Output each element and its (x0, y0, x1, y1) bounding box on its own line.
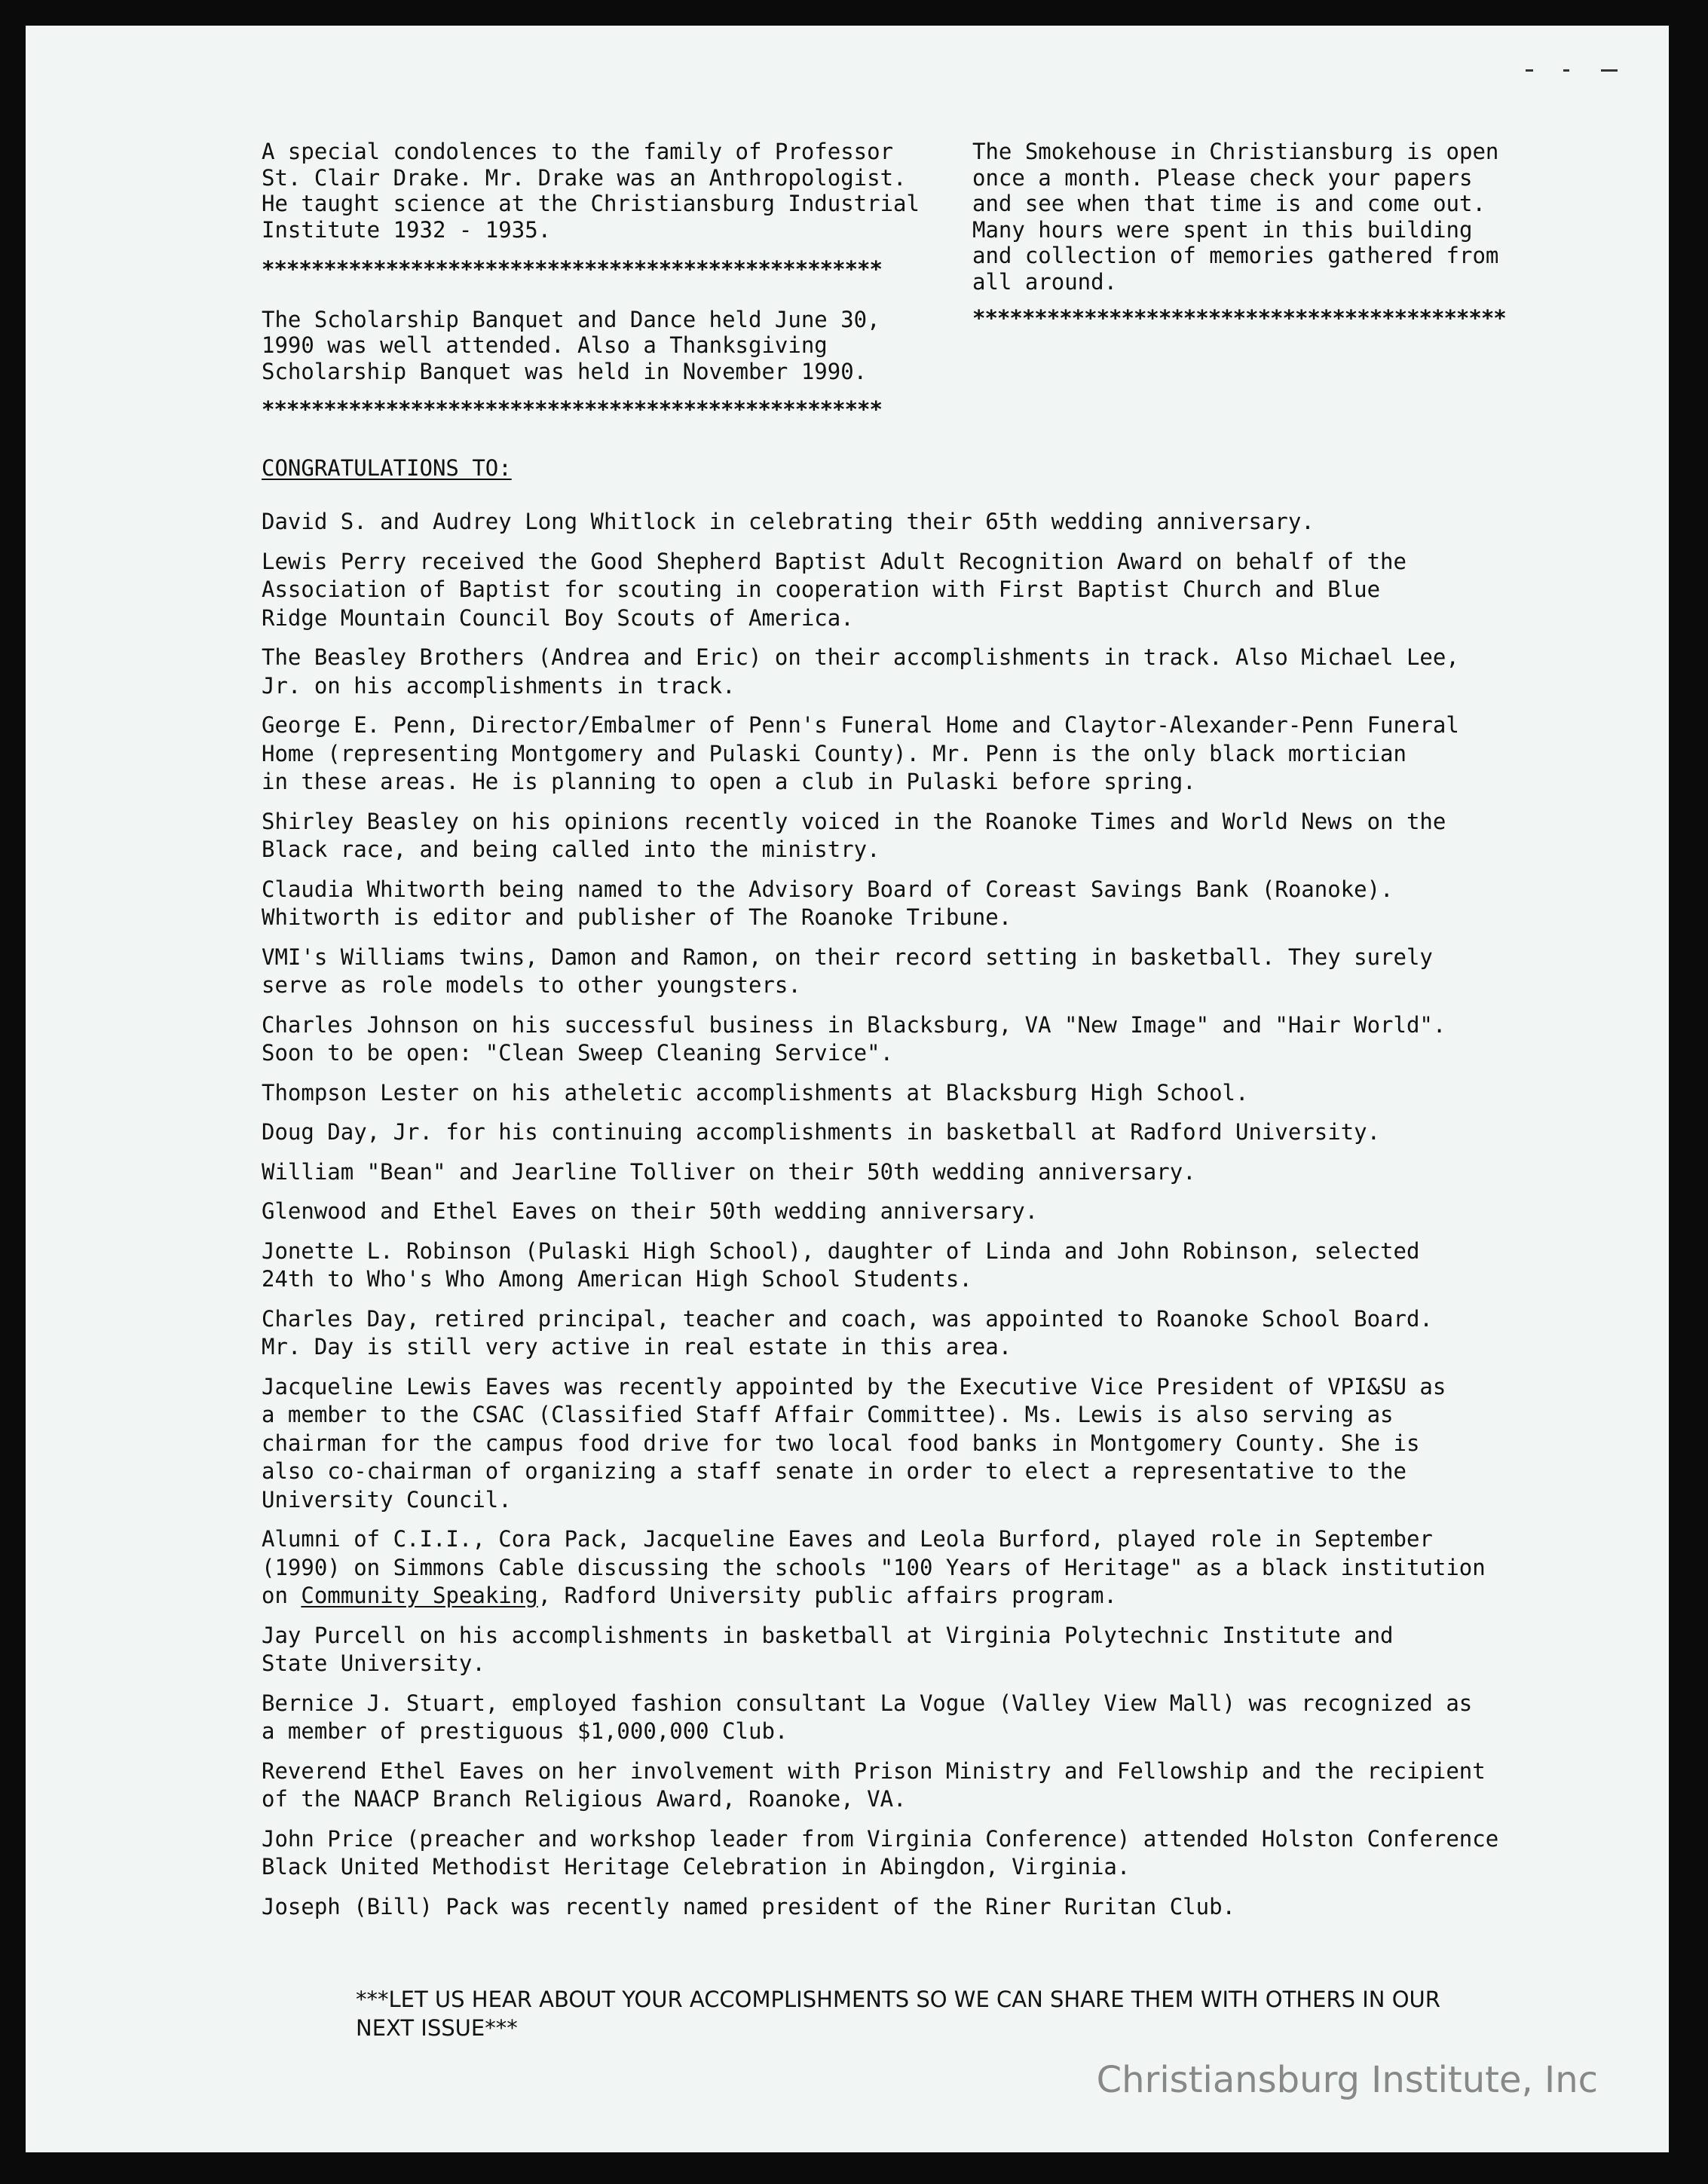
document-page (26, 26, 1669, 2152)
congratulations-list (262, 508, 1558, 1932)
list-item: Charles Day, retired principal, teacher and coach, was appointed to Roanoke School Board. Mr. Day is still very active in real estate in this area. (262, 1305, 1433, 1360)
mark (1526, 69, 1533, 72)
list-item: The Beasley Brothers (Andrea and Eric) on their accomplishments in track. Also Michael Lee, Jr. on his accomplishments in track. (262, 644, 1459, 699)
list-item-alumni (262, 1525, 1558, 1610)
list-item: Lewis Perry received the Good Shepherd Baptist Adult Recognition Award on behalf of the Association of Baptist for scouting in cooperation with First Baptist Church and Blue Ridge Mountain Council Boy Scouts of America. (262, 548, 1406, 631)
list-item: Thompson Lester on his atheletic accomplishments at Blacksburg High School. (262, 1079, 1249, 1106)
list-item: William "Bean" and Jearline Tolliver on their 50th wedding anniversary. (262, 1158, 1196, 1185)
list-item: Joseph (Bill) Pack was recently named president of the Riner Ruritan Club. (262, 1893, 1236, 1919)
list-item: Jay Purcell on his accomplishments in basketball at Virginia Polytechnic Institute and State University. (262, 1622, 1394, 1676)
separator: ******************************************* (972, 305, 1506, 331)
list-item: George E. Penn, Director/Embalmer of Penn's Funeral Home and Claytor-Alexander-Penn Funeral Home (representing Montgomery and Pulaski County). Mr. Penn is the only black mortician in these areas. He is planning to open a club in Pulaski before spring. (262, 712, 1459, 794)
list-item: Jacqueline Lewis Eaves was recently appointed by the Executive Vice President of VPI&SU as a member to the CSAC (Classified Staff Affair Committee). Ms. Lewis is also serving as chairman for the campus food drive for two local food banks in Montgomery County. She is also co-chairman of organizing a staff senate in order to elect a representative to the University Council. (262, 1373, 1446, 1513)
separator: ************************************************** (262, 396, 882, 422)
watermark: Christiansburg Institute, Inc (1096, 2059, 1598, 2101)
list-item: Jonette L. Robinson (Pulaski High School), daughter of Linda and John Robinson, selected 24th to Who's Who Among American High School Students. (262, 1237, 1420, 1292)
closing-note: ***LET US HEAR ABOUT YOUR ACCOMPLISHMENTS SO WE CAN SHARE THEM WITH OTHERS IN OUR NEXT ISSUE*** (356, 1987, 1440, 2041)
separator: ************************************************** (262, 256, 882, 282)
condolences-paragraph: A special condolences to the family of Professor St. Clair Drake. Mr. Drake was an Anthropologist. He taught science at the Christiansburg Industrial Institute 1932 - 1935. (262, 139, 920, 243)
smokehouse-paragraph: The Smokehouse in Christiansburg is open once a month. Please check your papers and see when that time is and come out. Many hours were spent in this building and collection of memories gathered from all around. (972, 139, 1499, 295)
alumni-text-end: , Radford University public affairs program. (537, 1583, 1117, 1608)
list-item: David S. and Audrey Long Whitlock in celebrating their 65th wedding anniversary. (262, 509, 1315, 534)
alumni-text: Alumni of C.I.I., Cora Pack, Jacqueline Eaves and Leola Burford, played role in September (1990) on Simmons Cable discussing the schools "100 Years of Heritage" as a black institution on (262, 1526, 1486, 1608)
list-item: John Price (preacher and workshop leader from Virginia Conference) attended Holston Conference Black United Methodist Heritage Celebration in Abingdon, Virginia. (262, 1825, 1499, 1880)
congratulations-heading: CONGRATULATIONS TO: (262, 455, 512, 481)
list-item: Claudia Whitworth being named to the Advisory Board of Coreast Savings Bank (Roanoke). Whitworth is editor and publisher of The Roanoke Tribune. (262, 876, 1394, 930)
banquet-paragraph: The Scholarship Banquet and Dance held June 30, 1990 was well attended. Also a Thanksgiving Scholarship Banquet was held in November 1990. (262, 306, 880, 384)
list-item: VMI's Williams twins, Damon and Ramon, on their record setting in basketball. They surely serve as role models to other youngsters. (262, 944, 1433, 998)
left-column (262, 139, 925, 423)
list-item: Charles Johnson on his successful business in Blacksburg, VA "New Image" and "Hair World". Soon to be open: "Clean Sweep Cleaning Service". (262, 1011, 1446, 1066)
list-item: Bernice J. Stuart, employed fashion consultant La Vogue (Valley View Mall) was recognized as a member of prestiguous $1,000,000 Club. (262, 1690, 1473, 1744)
list-item: Glenwood and Ethel Eaves on their 50th wedding anniversary. (262, 1198, 1039, 1224)
mark (1601, 69, 1618, 72)
mark (1563, 69, 1569, 72)
list-item: Reverend Ethel Eaves on her involvement with Prison Ministry and Fellowship and the recipient of the NAACP Branch Religious Award, Roanoke, VA. (262, 1757, 1486, 1812)
list-item: Doug Day, Jr. for his continuing accomplishments in basketball at Radford University. (262, 1119, 1381, 1145)
program-name: Community Speaking (301, 1583, 538, 1608)
right-column (972, 139, 1560, 332)
list-item: Shirley Beasley on his opinions recently voiced in the Roanoke Times and World News on the Black race, and being called into the ministry. (262, 808, 1446, 862)
